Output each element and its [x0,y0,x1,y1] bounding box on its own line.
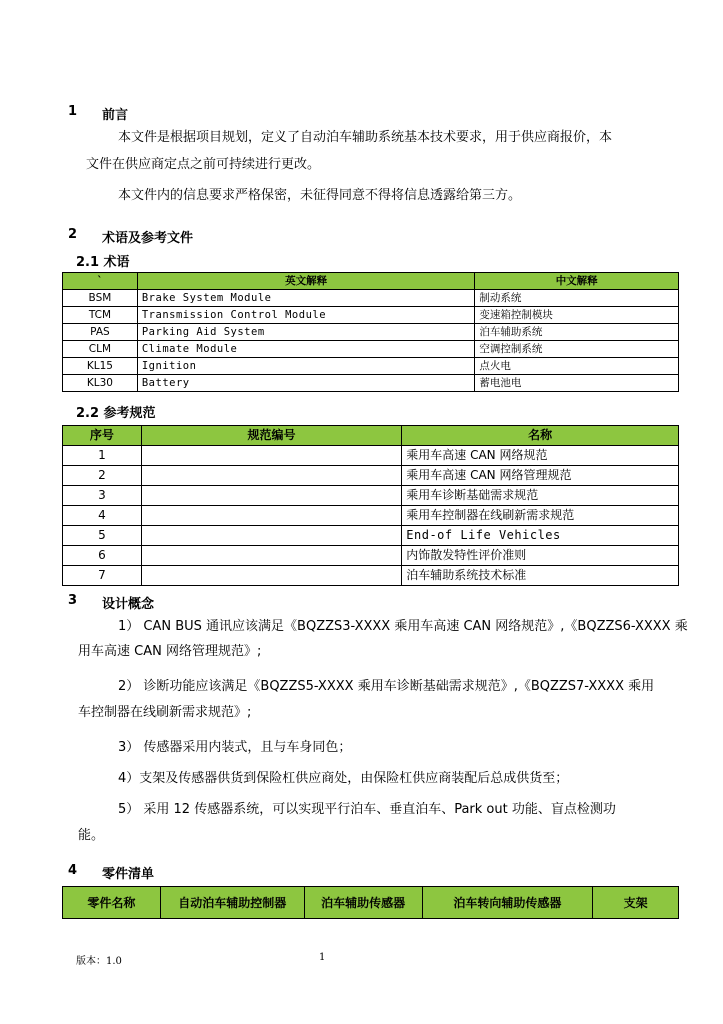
refs-cell-no: 4 [63,506,142,526]
design-item-3: 3） 传感器采用内装式，且与车身同色； [118,740,352,755]
terms-cell-en: Parking Aid System [137,324,475,341]
terms-table [62,272,679,392]
refs-cell-name: 乘用车高速 CAN 网络管理规范 [402,466,679,486]
terms-cell-abbr: BSM [63,290,138,307]
terms-cell-zh: 泊车辅助系统 [475,324,679,341]
terms-cell-en: Transmission Control Module [137,307,475,324]
terms-cell-en: Climate Module [137,341,475,358]
footer-version: 版本：1.0 [76,956,122,967]
terms-cell-abbr: KL15 [63,358,138,375]
design-item-2-line-1: 2） 诊断功能应该满足《BQZZS5-XXXX 乘用车诊断基础需求规范》,《BQZZS7-XXXX 乘用 [118,679,655,694]
terms-row [63,324,679,341]
refs-cell-no: 3 [63,486,142,506]
terms-cell-abbr: TCM [63,307,138,324]
intro-paragraph-1-line-1: 本文件是根据项目规划，定义了自动泊车辅助系统基本技术要求，用于供应商报价，本 [118,130,613,145]
subsection-2-2-heading: 2.2 参考规范 [76,406,156,421]
terms-row [63,341,679,358]
terms-cell-en: Ignition [137,358,475,375]
refs-row [63,566,679,586]
terms-cell-en: Brake System Module [137,290,475,307]
refs-row [63,446,679,466]
refs-cell-no: 2 [63,466,142,486]
refs-header-code: 规范编号 [141,426,401,446]
terms-cell-zh: 变速箱控制模块 [475,307,679,324]
terms-cell-en: Battery [137,375,475,392]
intro-paragraph-2: 本文件内的信息要求严格保密，未征得同意不得将信息透露给第三方。 [118,188,522,203]
section-number: 4 [68,863,78,878]
refs-row [63,546,679,566]
intro-paragraph-1-line-2: 文件在供应商定点之前可持续进行更改。 [86,157,321,172]
terms-cell-zh: 点火电 [475,358,679,375]
refs-cell-code [141,526,401,546]
terms-cell-abbr: PAS [63,324,138,341]
refs-cell-no: 6 [63,546,142,566]
design-item-4: 4）支架及传感器供货到保险杠供应商处，由保险杠供应商装配后总成供货至； [118,771,569,786]
section-2-heading [68,227,368,245]
refs-header-name: 名称 [402,426,679,446]
refs-cell-code [141,466,401,486]
design-item-1-line-2: 用车高速 CAN 网络管理规范》; [78,644,262,659]
refs-row [63,506,679,526]
section-title: 前言 [102,108,129,123]
refs-row [63,466,679,486]
refs-cell-no: 5 [63,526,142,546]
refs-cell-name: 乘用车诊断基础需求规范 [402,486,679,506]
terms-row [63,290,679,307]
refs-cell-code [141,446,401,466]
refs-row [63,526,679,546]
terms-row [63,375,679,392]
section-4-heading [68,863,368,881]
refs-cell-name: 乘用车控制器在线刷新需求规范 [402,506,679,526]
terms-row [63,358,679,375]
terms-cell-zh: 制动系统 [475,290,679,307]
parts-header-bracket: 支架 [593,887,679,919]
refs-cell-name: End-of Life Vehicles [402,526,679,546]
terms-cell-abbr: CLM [63,341,138,358]
section-number: 3 [68,593,78,608]
parts-header-name: 零件名称 [63,887,161,919]
terms-header-abbr: ` [63,273,138,290]
refs-cell-code [141,486,401,506]
terms-cell-zh: 蓄电池电 [475,375,679,392]
parts-table [62,886,679,919]
section-title: 零件清单 [102,867,155,882]
refs-cell-name: 乘用车高速 CAN 网络规范 [402,446,679,466]
terms-row [63,307,679,324]
refs-cell-no: 1 [63,446,142,466]
refs-cell-code [141,566,401,586]
refs-cell-name: 内饰散发特性评价准则 [402,546,679,566]
subsection-2-1-heading: 2.1 术语 [76,255,130,270]
design-item-5-line-2: 能。 [78,828,105,843]
refs-header-no: 序号 [63,426,142,446]
refs-cell-name: 泊车辅助系统技术标准 [402,566,679,586]
terms-cell-zh: 空调控制系统 [475,341,679,358]
section-number: 1 [68,104,78,119]
terms-header-en: 英文解释 [137,273,475,290]
terms-header-zh: 中文解释 [475,273,679,290]
refs-cell-code [141,506,401,526]
terms-cell-abbr: KL30 [63,375,138,392]
refs-row [63,486,679,506]
parts-header-sensor: 泊车辅助传感器 [304,887,422,919]
section-title: 设计概念 [102,597,155,612]
references-table [62,425,679,586]
parts-header-steering-sensor: 泊车转向辅助传感器 [422,887,593,919]
design-item-1-line-1: 1） CAN BUS 通讯应该满足《BQZZS3-XXXX 乘用车高速 CAN 网络规范》,《BQZZS6-XXXX 乘 [118,619,688,634]
section-number: 2 [68,227,78,242]
section-1-heading [68,104,268,122]
section-title: 术语及参考文件 [102,231,194,246]
refs-cell-code [141,546,401,566]
refs-cell-no: 7 [63,566,142,586]
design-item-5-line-1: 5） 采用 12 传感器系统，可以实现平行泊车、垂直泊车、Park out 功能、盲点检测功 [118,802,616,817]
parts-header-controller: 自动泊车辅助控制器 [160,887,304,919]
footer-page-number: 1 [319,952,326,963]
design-item-2-line-2: 车控制器在线刷新需求规范》; [78,705,252,720]
section-3-heading [68,593,368,611]
